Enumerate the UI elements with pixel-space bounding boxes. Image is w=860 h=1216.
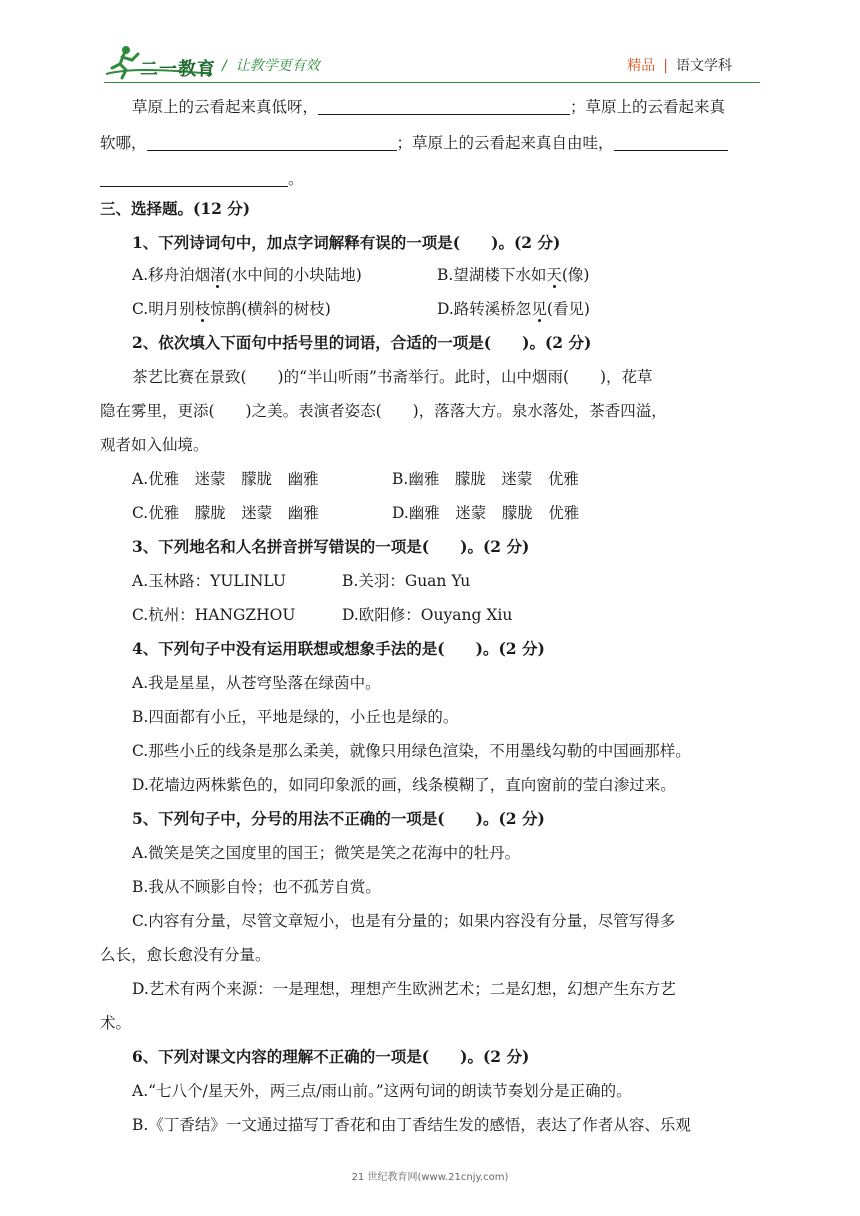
question-4-stem: 4、下列句子中没有运用联想或想象手法的是( )。(2 分) bbox=[132, 639, 545, 658]
q2-option-a[interactable]: A.优雅 迷蒙 朦胧 幽雅 bbox=[132, 470, 319, 488]
q2-option-c[interactable]: C.优雅 朦胧 迷蒙 幽雅 bbox=[132, 504, 319, 522]
q2-option-d[interactable]: D.幽雅 迷蒙 朦胧 优雅 bbox=[392, 504, 580, 522]
q6-option-b[interactable]: B.《丁香结》一文通过描写丁香花和由丁香结生发的感悟，表达了作者从容、乐观 bbox=[132, 1116, 691, 1134]
q4-option-a[interactable]: A.我是星星，从苍穹坠落在绿茵中。 bbox=[132, 674, 381, 692]
q3-option-b[interactable]: B.关羽：Guan Yu bbox=[342, 572, 471, 590]
question-1-stem: 1、下列诗词句中，加点字词解释有误的一项是( )。(2 分) bbox=[132, 233, 561, 252]
q1-option-b[interactable]: B.望湖楼下水如天(像) bbox=[437, 266, 590, 284]
answer-blank[interactable] bbox=[614, 134, 728, 151]
q1-option-a[interactable]: A.移舟泊烟渚(水中间的小块陆地) bbox=[132, 266, 362, 284]
fill-line-2: 软哪， ；草原上的云看起来真自由哇， bbox=[100, 132, 728, 154]
q3-option-d[interactable]: D.欧阳修：Ouyang Xiu bbox=[342, 606, 513, 624]
q5-option-d[interactable]: D.艺术有两个来源：一是理想，理想产生欧洲艺术；二是幻想，幻想产生东方艺 bbox=[132, 980, 676, 998]
q4-option-b[interactable]: B.四面都有小丘，平地是绿的，小丘也是绿的。 bbox=[132, 708, 459, 726]
q2-passage-line-3: 观者如入仙境。 bbox=[100, 436, 209, 454]
q1-option-d[interactable]: D.路转溪桥忽见(看见) bbox=[437, 300, 590, 318]
header-divider bbox=[104, 82, 760, 83]
page-header bbox=[0, 0, 860, 90]
q2-option-b[interactable]: B.幽雅 朦胧 迷蒙 优雅 bbox=[392, 470, 579, 488]
section-title: 三、选择题。(12 分) bbox=[100, 199, 251, 218]
q6-option-a[interactable]: A.“七八个/星天外，两三点/雨山前。”这两句词的朗读节奏划分是正确的。 bbox=[132, 1082, 632, 1100]
question-2-stem: 2、依次填入下面句中括号里的词语，合适的一项是( )。(2 分) bbox=[132, 333, 592, 352]
answer-blank[interactable] bbox=[147, 134, 397, 151]
q5-option-a[interactable]: A.微笑是笑之国度里的国王；微笑是笑之花海中的牡丹。 bbox=[132, 844, 521, 862]
question-6-stem: 6、下列对课文内容的理解不正确的一项是( )。(2 分) bbox=[132, 1047, 530, 1066]
q4-option-d[interactable]: D.花墙边两株紫色的，如同印象派的画，线条模糊了，直向窗前的莹白渗过来。 bbox=[132, 776, 676, 794]
slogan: / 让教学更有效 bbox=[222, 58, 320, 74]
q5-option-c[interactable]: C.内容有分量，尽管文章短小，也是有分量的；如果内容没有分量，尽管写得多 bbox=[132, 912, 676, 930]
q1-option-c[interactable]: C.明月别枝惊鹊(横斜的树枝) bbox=[132, 300, 331, 318]
answer-blank[interactable] bbox=[318, 98, 570, 115]
q3-option-c[interactable]: C.杭州：HANGZHOU bbox=[132, 606, 296, 624]
q5-option-d-cont: 术。 bbox=[100, 1014, 132, 1032]
q5-option-b[interactable]: B.我从不顾影自怜；也不孤芳自赏。 bbox=[132, 878, 381, 896]
logo-text: 二一教育 bbox=[140, 59, 216, 80]
question-3-stem: 3、下列地名和人名拼音拼写错误的一项是( )。(2 分) bbox=[132, 537, 530, 556]
fill-line-1: 草原上的云看起来真低呀， ；草原上的云看起来真 bbox=[132, 98, 726, 116]
page-footer: 21 世纪教育网(www.21cnjy.com) bbox=[351, 1172, 509, 1183]
question-5-stem: 5、下列句子中，分号的用法不正确的一项是( )。(2 分) bbox=[132, 809, 545, 828]
q2-passage-line-2: 隐在雾里，更添( )之美。表演者姿态( )，落落大方。泉水落处，茶香四溢， bbox=[100, 402, 667, 420]
q5-option-c-cont: 么长，愈长愈没有分量。 bbox=[100, 946, 271, 964]
subject-tag: 精品 | 语文学科 bbox=[627, 58, 732, 74]
fill-line-3: 。 bbox=[100, 168, 304, 190]
answer-blank[interactable] bbox=[100, 170, 288, 187]
q4-option-c[interactable]: C.那些小丘的线条是那么柔美，就像只用绿色渲染，不用墨线勾勒的中国画那样。 bbox=[132, 742, 691, 760]
q2-passage-line-1: 茶艺比赛在景致( )的“半山听雨”书斋举行。此时，山中烟雨( )，花草 bbox=[132, 368, 653, 386]
q3-option-a[interactable]: A.玉林路：YULINLU bbox=[132, 572, 286, 590]
